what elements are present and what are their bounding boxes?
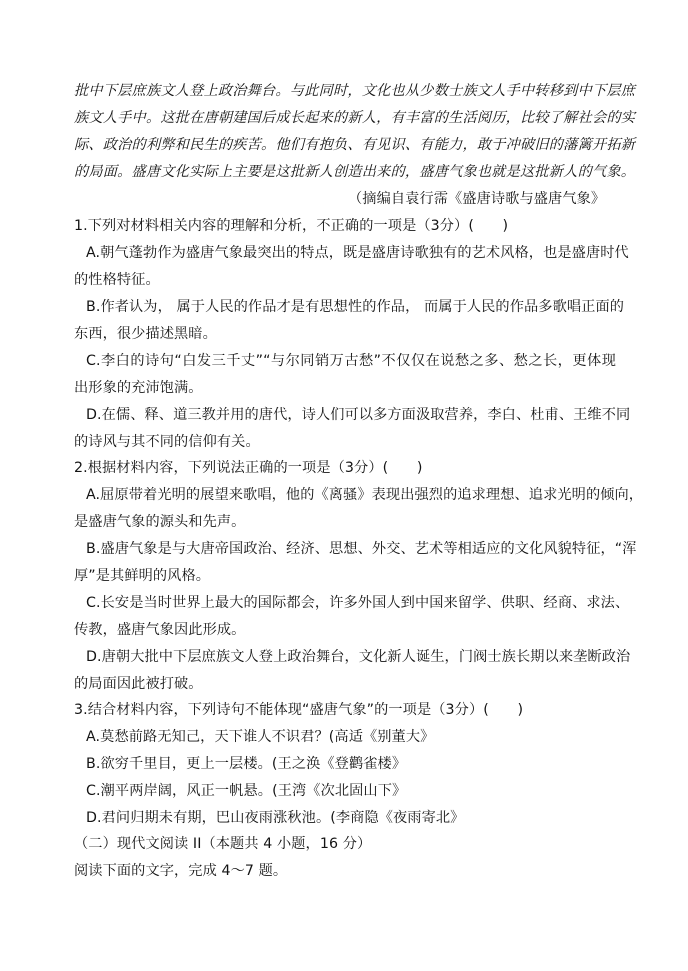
option-d: D.君问归期未有期，巴山夜雨涨秋池。(李商隐《夜雨寄北》	[86, 810, 465, 826]
option-c-cont: 传教，盛唐气象因此形成。	[74, 622, 246, 638]
passage-line: 批中下层庶族文人登上政治舞台。与此同时，文化也从少数士族文人手中转移到中下层庶	[74, 83, 636, 99]
option-d: D.在儒、释、道三教并用的唐代，诗人们可以多方面汲取营养，李白、杜甫、王维不同	[86, 407, 631, 423]
passage-line: 际、政治的利弊和民生的疾苦。他们有抱负、有见识、有能力，敢于冲破旧的藩篱开拓新	[74, 137, 636, 153]
option-b: B.欲穷千里目，更上一层楼。(王之涣《登鹳雀楼》	[86, 756, 407, 772]
section-instruction: 阅读下面的文字，完成 4～7 题。	[74, 863, 288, 879]
question-stem: 3.结合材料内容，下列诗句不能体现“盛唐气象”的一项是（3分）( )	[74, 702, 524, 718]
option-d-cont: 的局面因此被打破。	[74, 676, 203, 692]
question-stem: 2.根据材料内容，下列说法正确的一项是（3分）( )	[74, 460, 423, 476]
option-b: B.盛唐气象是与大唐帝国政治、经济、思想、外交、艺术等相适应的文化风貌特征，“浑	[86, 541, 637, 557]
passage-source: （摘编自袁行霈《盛唐诗歌与盛唐气象》	[348, 191, 606, 207]
option-a-cont: 的性格特征。	[74, 272, 160, 288]
passage-line: 族文人手中。这批在唐朝建国后成长起来的新人，有丰富的生活阅历，比较了解社会的实	[74, 110, 636, 126]
option-a: A.朝气蓬勃作为盛唐气象最突出的特点，既是盛唐诗歌独有的艺术风格，也是盛唐时代	[86, 245, 629, 261]
option-b: B.作者认为， 属于人民的作品才是有思想性的作品， 而属于人民的作品多歌唱正面的	[86, 299, 625, 315]
option-a: A.屈原带着光明的展望来歌唱，他的《离骚》表现出强烈的追求理想、追求光明的倾向，	[86, 487, 644, 503]
option-d-cont: 的诗风与其不同的信仰有关。	[74, 434, 260, 450]
passage-line: 的局面。盛唐文化实际上主要是这批新人创造出来的，盛唐气象也就是这批新人的气象。	[74, 164, 636, 180]
section-title: （二）现代文阅读 II（本题共 4 小题，16 分）	[74, 836, 372, 852]
option-c: C.长安是当时世界上最大的国际都会，许多外国人到中国来留学、供职、经商、求法、	[86, 595, 630, 611]
option-c: C.潮平两岸阔，风正一帆悬。(王湾《次北固山下》	[86, 783, 407, 799]
option-b-cont: 厚”是其鲜明的风格。	[74, 568, 211, 584]
option-c-cont: 出形象的充沛饱满。	[74, 380, 203, 396]
question-stem: 1.下列对材料相关内容的理解和分析，不正确的一项是（3分）( )	[74, 218, 509, 234]
option-d: D.唐朝大批中下层庶族文人登上政治舞台，文化新人诞生，门阀士族长期以来垄断政治	[86, 649, 631, 665]
option-a-cont: 是盛唐气象的源头和先声。	[74, 514, 246, 530]
option-b-cont: 东西，很少描述黑暗。	[74, 326, 217, 342]
option-c: C.李白的诗句“白发三千丈”“与尔同销万古愁”不仅仅在说愁之多、愁之长，更体现	[86, 353, 616, 369]
option-a: A.莫愁前路无知己，天下谁人不识君？(高适《别董大》	[86, 729, 435, 745]
